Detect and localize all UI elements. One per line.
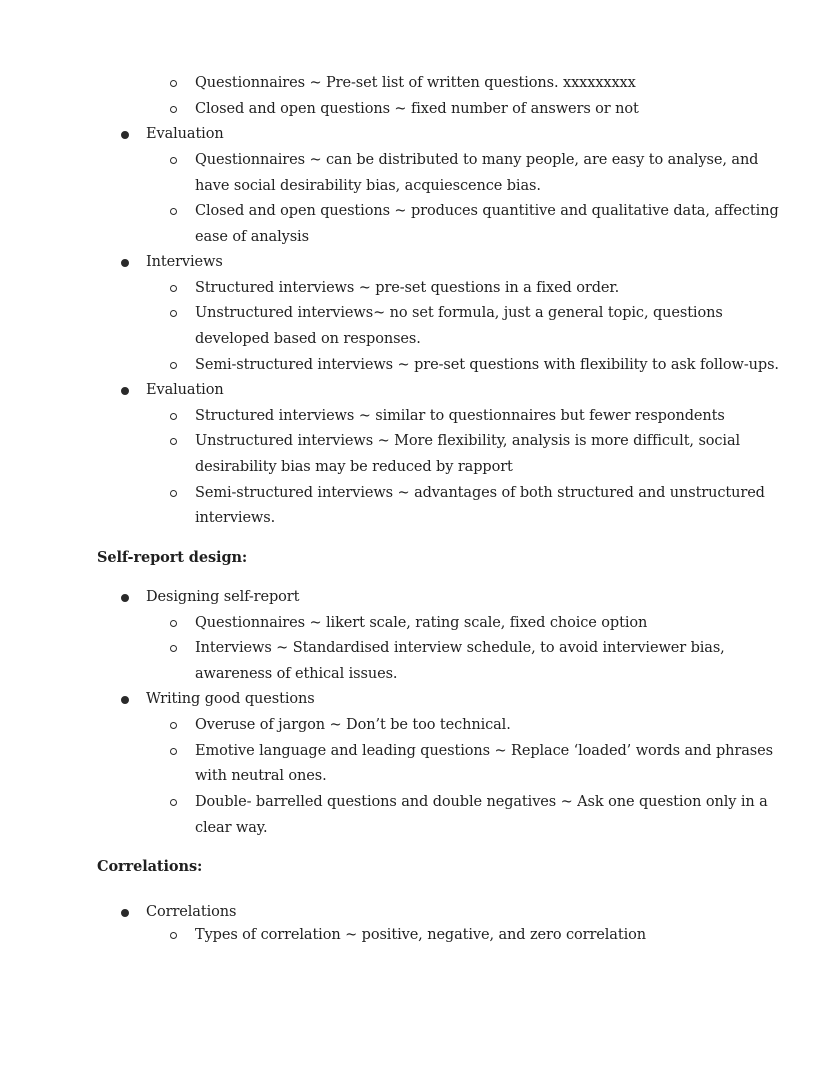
hollow-bullet-icon (170, 413, 177, 420)
section-heading-correlations: Correlations: (97, 858, 203, 875)
hollow-bullet-icon (170, 932, 177, 939)
list-item-text: Structured interviews ~ pre-set questions in a fixed order. (195, 280, 620, 296)
list-item-text: Closed and open questions ~ produces quantitive and qualitative data, affecting (195, 203, 779, 219)
list-item-text: Correlations (146, 904, 237, 920)
list-item-text: interviews. (195, 510, 276, 526)
hollow-bullet-icon (170, 285, 177, 292)
list-item-text: awareness of ethical issues. (195, 666, 398, 682)
hollow-bullet-icon (170, 106, 177, 113)
section-heading-self-report-design: Self-report design: (97, 549, 248, 566)
list-item-text: Evaluation (146, 382, 224, 398)
list-item-text: Unstructured interviews~ no set formula, just a general topic, questions (195, 305, 723, 321)
hollow-bullet-icon (170, 722, 177, 729)
hollow-bullet-icon (170, 799, 177, 806)
list-item-text: clear way. (195, 820, 268, 836)
filled-bullet-icon (121, 594, 129, 602)
list-item-text: with neutral ones. (195, 768, 327, 784)
list-item-text: Questionnaires ~ likert scale, rating scale, fixed choice option (195, 615, 648, 631)
filled-bullet-icon (121, 259, 129, 267)
hollow-bullet-icon (170, 208, 177, 215)
list-item-text: Writing good questions (146, 691, 315, 707)
list-item-text: Overuse of jargon ~ Don’t be too technical. (195, 717, 511, 733)
list-item-text: Closed and open questions ~ fixed number of answers or not (195, 101, 639, 117)
list-item-text: Emotive language and leading questions ~ Replace ‘loaded’ words and phrases (195, 743, 773, 759)
list-item-text: Double- barrelled questions and double negatives ~ Ask one question only in a (195, 794, 768, 810)
hollow-bullet-icon (170, 157, 177, 164)
list-item-text: Evaluation (146, 126, 224, 142)
list-item-text: Interviews (146, 254, 223, 270)
hollow-bullet-icon (170, 310, 177, 317)
list-item-text: Types of correlation ~ positive, negative, and zero correlation (195, 927, 646, 943)
filled-bullet-icon (121, 909, 129, 917)
list-item-text: ease of analysis (195, 229, 309, 245)
hollow-bullet-icon (170, 645, 177, 652)
filled-bullet-icon (121, 387, 129, 395)
hollow-bullet-icon (170, 438, 177, 445)
list-item-text: Interviews ~ Standardised interview schedule, to avoid interviewer bias, (195, 640, 725, 656)
list-item-text: Questionnaires ~ can be distributed to many people, are easy to analyse, and (195, 152, 759, 168)
list-item-text: Designing self-report (146, 589, 300, 605)
list-item-text: Unstructured interviews ~ More flexibility, analysis is more difficult, social (195, 433, 741, 449)
hollow-bullet-icon (170, 490, 177, 497)
list-item-text: Questionnaires ~ Pre-set list of written questions. xxxxxxxxx (195, 75, 636, 91)
filled-bullet-icon (121, 696, 129, 704)
list-item-text: developed based on responses. (195, 331, 421, 347)
hollow-bullet-icon (170, 748, 177, 755)
list-item-text: Semi-structured interviews ~ advantages of both structured and unstructured (195, 485, 765, 501)
list-item-text: Structured interviews ~ similar to questionnaires but fewer respondents (195, 408, 725, 424)
filled-bullet-icon (121, 131, 129, 139)
hollow-bullet-icon (170, 620, 177, 627)
hollow-bullet-icon (170, 80, 177, 87)
hollow-bullet-icon (170, 362, 177, 369)
list-item-text: desirability bias may be reduced by rapport (195, 459, 513, 475)
list-item-text: have social desirability bias, acquiescence bias. (195, 178, 541, 194)
list-item-text: Semi-structured interviews ~ pre-set questions with flexibility to ask follow-ups. (195, 357, 779, 373)
